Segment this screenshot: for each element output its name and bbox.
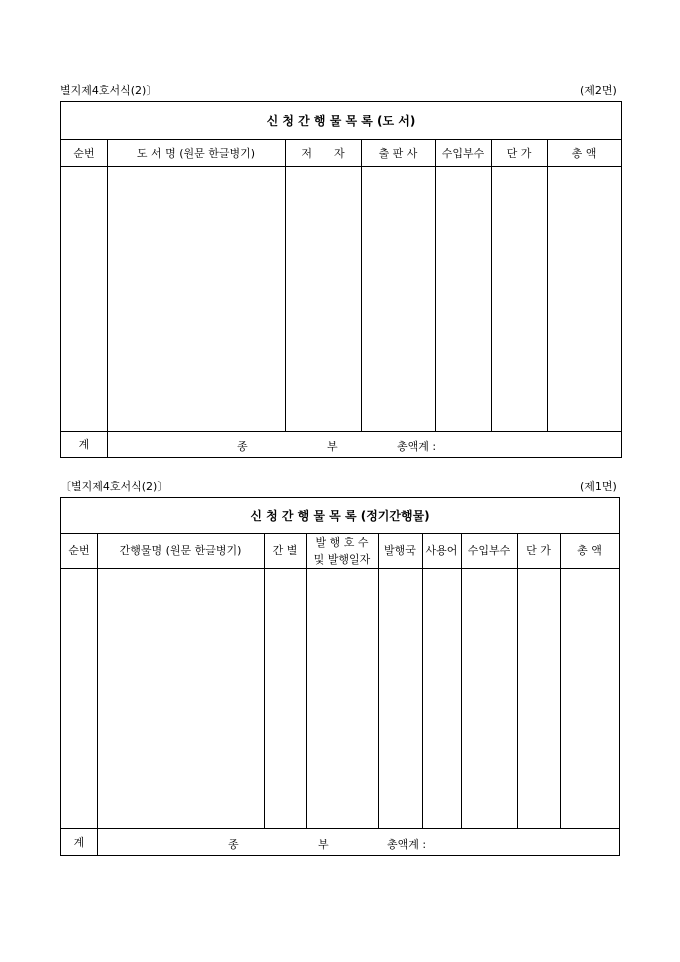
form1-header-divider xyxy=(61,568,619,569)
form1-col-issue-no: 발 행 호 수 xyxy=(315,536,369,549)
form1-col-divider xyxy=(560,534,561,828)
form2-footer-copies: 부 xyxy=(327,440,338,453)
form2-col-divider xyxy=(435,140,436,431)
form1-col-divider xyxy=(264,534,265,828)
form2-col-unit-price: 단 가 xyxy=(506,147,532,160)
form2-table xyxy=(60,101,622,458)
form1-footer-divider xyxy=(61,828,619,829)
form2-label: 별지제4호서식(2)〕 xyxy=(60,84,158,97)
form1-footer-kind: 종 xyxy=(228,838,239,851)
form1-col-total: 총 액 xyxy=(577,544,602,557)
form2-col-book-title: 도 서 명 (원문 한글병기) xyxy=(136,147,256,160)
form1-footer-total: 총액계 : xyxy=(387,838,427,851)
form1-col-unit-price: 단 가 xyxy=(526,544,551,557)
form1-footer-sum: 계 xyxy=(73,836,85,849)
form1-col-issue-date: 및 발행일자 xyxy=(313,553,371,566)
form2-col-order: 순번 xyxy=(73,147,95,160)
form1-col-divider xyxy=(461,534,462,828)
form1-col-country: 발행국 xyxy=(384,544,416,557)
form1-footer-copies: 부 xyxy=(318,838,329,851)
form2-col-divider xyxy=(547,140,548,431)
form1-table xyxy=(60,497,620,856)
form2-col-divider xyxy=(361,140,362,431)
form2-title: 신 청 간 행 물 목 록 (도 서) xyxy=(61,102,621,140)
form2-page-number: (제2면) xyxy=(580,84,617,97)
form2-col-divider xyxy=(491,140,492,431)
form1-col-divider xyxy=(422,534,423,828)
form2-col-publisher: 출 판 사 xyxy=(378,147,418,160)
form1-col-frequency: 간 별 xyxy=(272,544,298,557)
form2-footer-total: 총액계 : xyxy=(397,440,437,453)
form2-footer-sum: 계 xyxy=(78,438,90,451)
form2-footer-kind: 종 xyxy=(237,440,248,453)
form1-col-copies: 수입부수 xyxy=(467,544,511,557)
form1-col-language: 사용어 xyxy=(425,544,458,557)
form1-col-order: 순번 xyxy=(68,544,90,557)
form2-col-author: 저 자 xyxy=(301,147,345,160)
form1-page-number: (제1면) xyxy=(580,480,617,493)
form2-footer-divider xyxy=(61,431,621,432)
form2-col-divider xyxy=(285,140,286,431)
form2-header-divider xyxy=(61,166,621,167)
form1-col-divider xyxy=(306,534,307,828)
form1-col-divider xyxy=(378,534,379,828)
form1-label: 〔별지제4호서식(2)〕 xyxy=(60,480,169,493)
form1-col-divider xyxy=(517,534,518,828)
form2-col-total: 총 액 xyxy=(571,147,597,160)
form2-col-divider xyxy=(107,140,108,457)
form1-title: 신 청 간 행 물 목 록 (정기간행물) xyxy=(61,498,619,534)
form1-col-periodical-title: 간행물명 (원문 한글병기) xyxy=(119,544,242,557)
form2-col-copies: 수입부수 xyxy=(441,147,485,160)
form1-col-divider xyxy=(97,534,98,855)
